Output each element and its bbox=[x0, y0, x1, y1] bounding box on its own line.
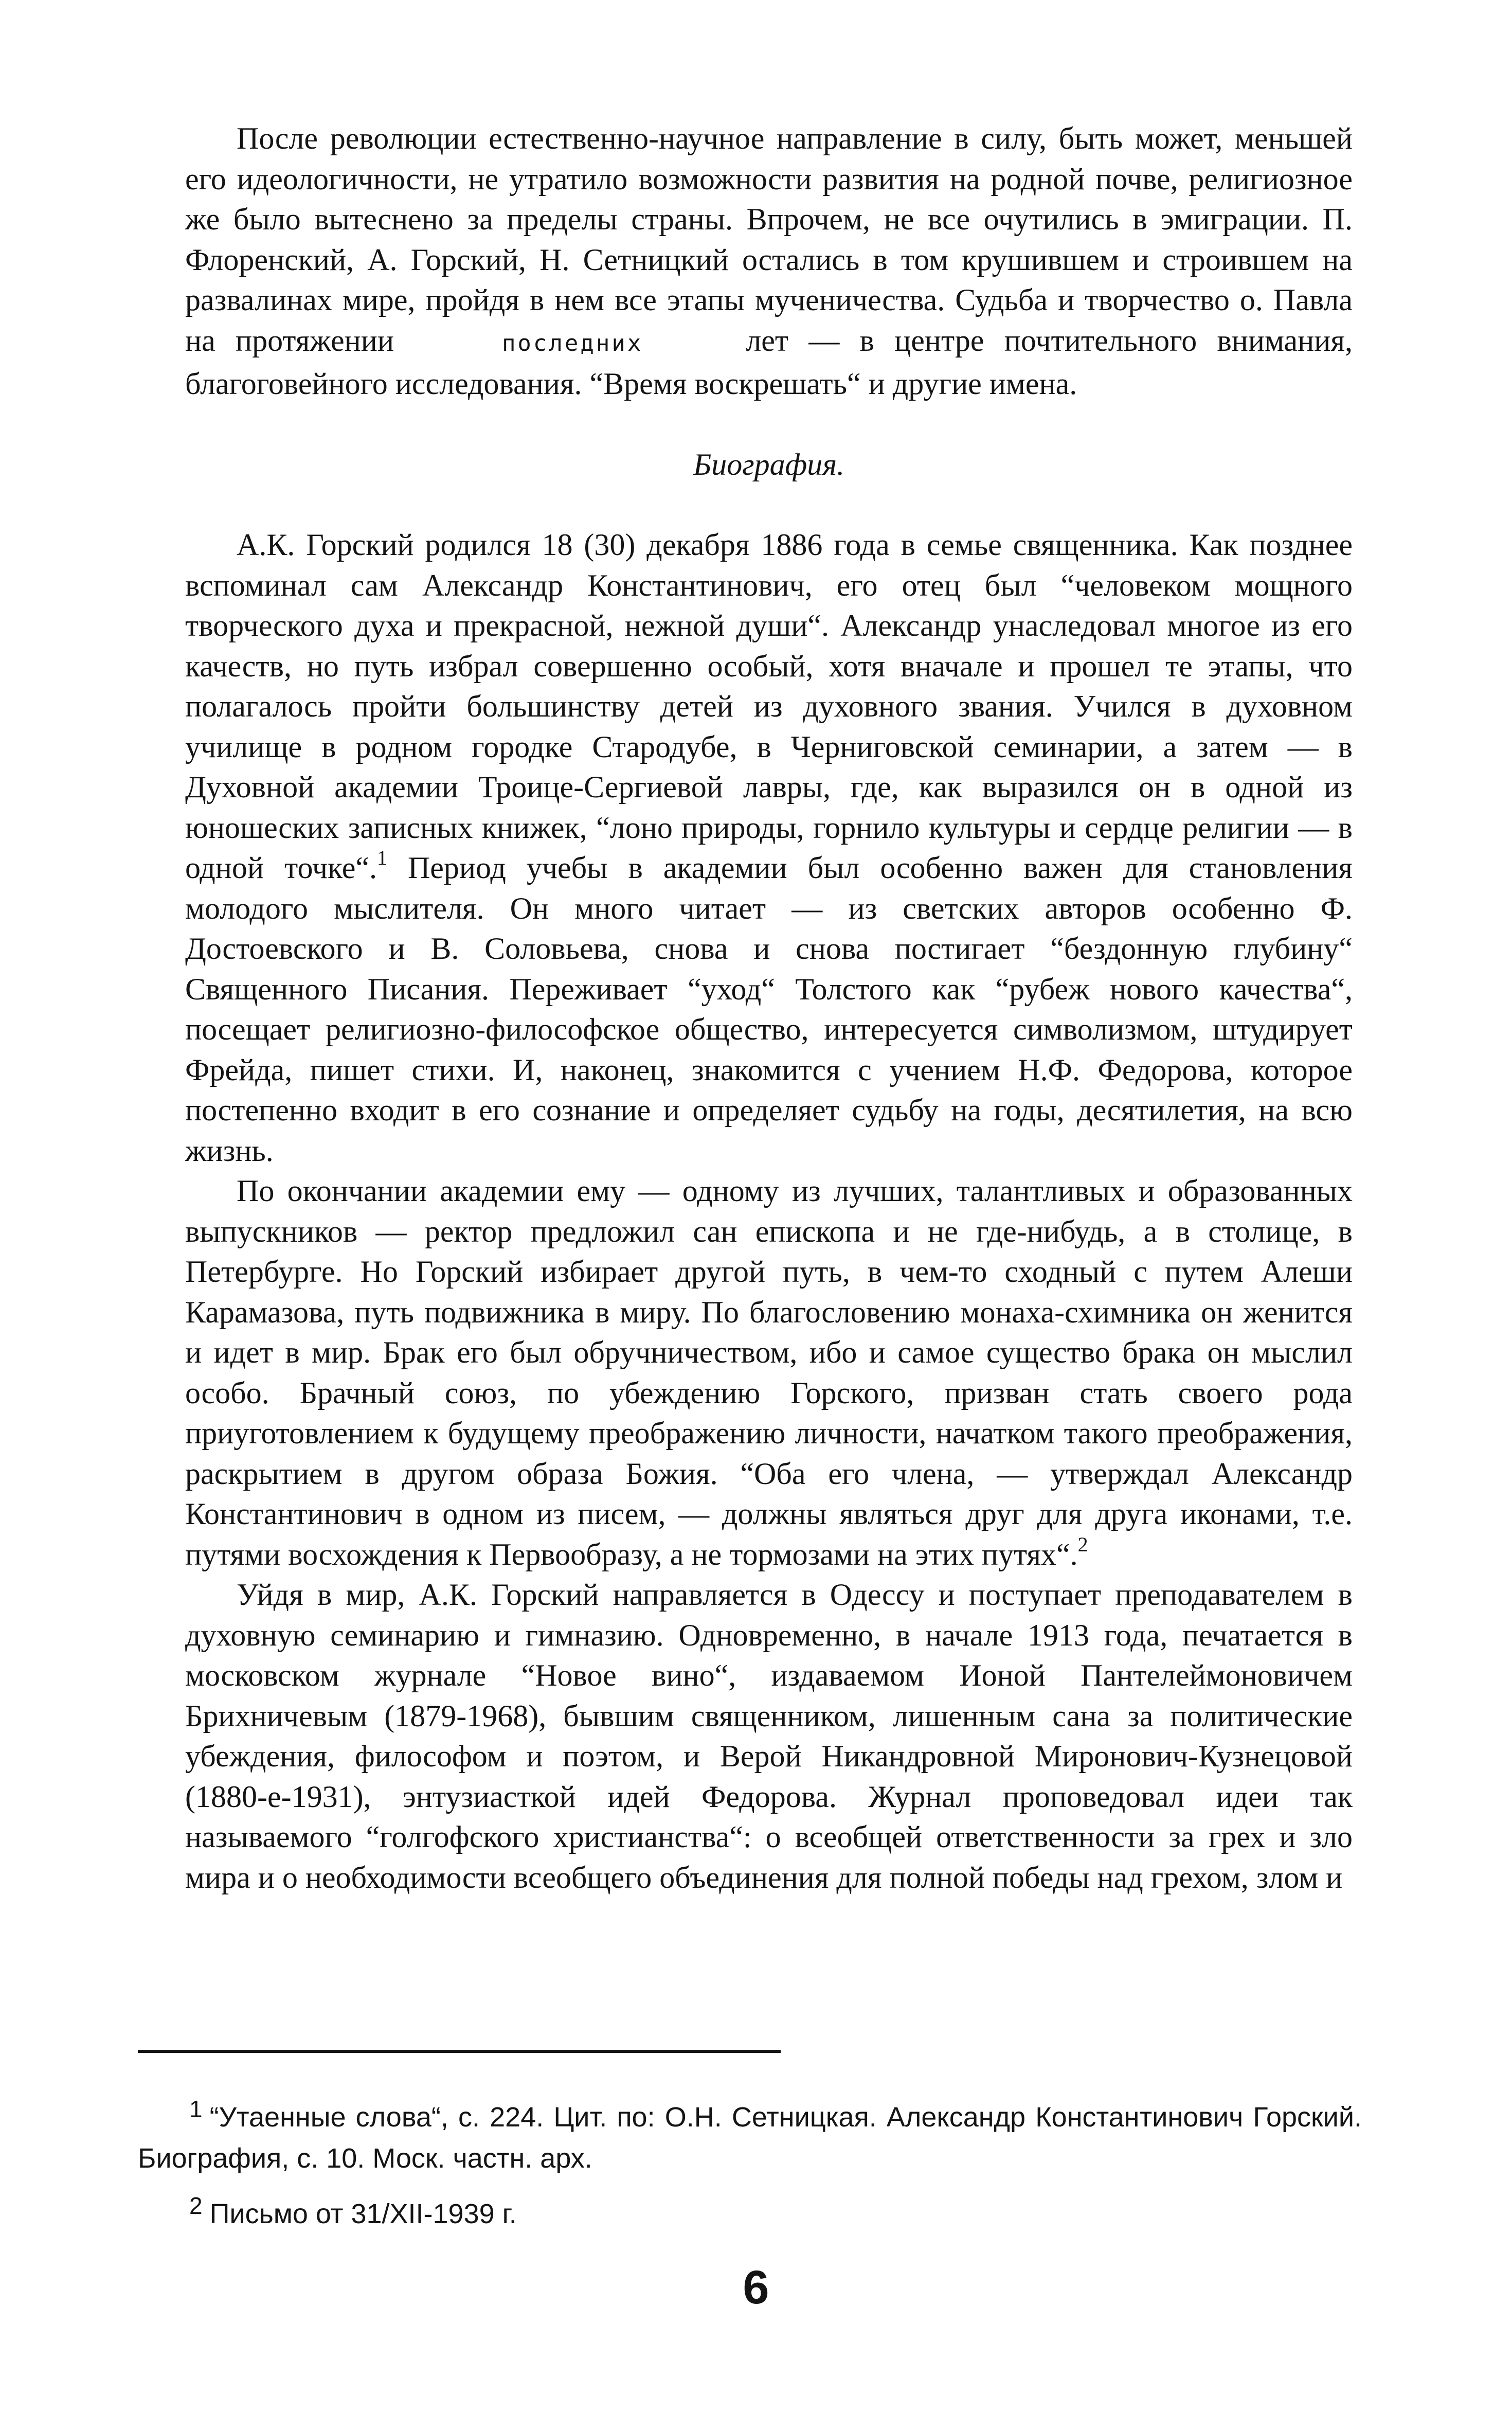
intro-text-end: лет — в центре почтительного внимания, благоговейного исследования. “Время воскрешать“ и другие имена. bbox=[185, 323, 1353, 401]
footnote-1 bbox=[138, 2088, 1362, 2179]
footnote-divider bbox=[138, 2050, 781, 2053]
handwritten-insert: последних bbox=[501, 330, 643, 356]
main-text bbox=[185, 118, 1353, 1898]
paragraph-2-text: По окончании академии ему — одному из лучших, талантливых и образованных выпускников — ректор предложил сан епископа и не где-нибудь, а в столице, в Петербурге. Но Горский избирает другой путь, в чем-то сходный с путем Алеши Карамазова, путь подвижника в миру. По благословению монаха-схимника он женится и идет в мир. Брак его был обручничеством, ибо и самое существо брака он мыслил особо. Брачный союз, по убеждению Горского, призван стать своего рода приуготовлением к будущему преображению личности, начатком такого преображения, раскрытием в другом образа Божия. “Оба его члена, — утверждал Александр Константинович в одном из писем, — должны являться друг для друга иконами, т.е. путями восхождения к Первообразу, а не тормозами на этих путях“. bbox=[185, 1174, 1353, 1571]
footnote-2-text: Письмо от 31/XII-1939 г. bbox=[209, 2198, 517, 2229]
footnote-ref-2[interactable]: 2 bbox=[1077, 1532, 1088, 1556]
intro-text-start: После революции естественно-научное направление в силу, быть может, меньшей его идеологичности, не утратило возможности развития на родной почве, религиозное же было вытеснено за пределы страны. Впрочем, не все очутились в эмиграции. П. Флоренский, А. Горский, Н. Сетницкий остались в том крушившем и строившем на развалинах мире, пройдя в нем все этапы мученичества. Судьба и творчество о. Павла на протяжении bbox=[185, 121, 1353, 357]
paragraph-1-text-b: Период учебы в академии был особенно важен для становления молодого мыслителя. Он много читает — из светских авторов особенно Ф. Достоевского и В. Соловьева, снова и снова постигает “бездонную глубину“ Священного Писания. Переживает “уход“ Толстого как “рубеж нового качества“, посещает религиозно-философское общество, интересуется символизмом, штудирует Фрейда, пишет стихи. И, наконец, знакомится с учением Н.Ф. Федорова, которое постепенно входит в его сознание и определяет судьбу на годы, десятилетия, на всю жизнь. bbox=[185, 851, 1353, 1168]
biography-paragraph-1 bbox=[185, 525, 1353, 1171]
footnote-2-number: 2 bbox=[189, 2192, 203, 2219]
intro-paragraph bbox=[185, 118, 1353, 404]
footnote-1-text: “Утаенные слова“, с. 224. Цит. по: О.Н. Сетницкая. Александр Константинович Горский. Биография, с. 10. Моск. частн. арх. bbox=[138, 2102, 1362, 2174]
biography-paragraph-2 bbox=[185, 1171, 1353, 1575]
section-heading: Биография. bbox=[693, 447, 845, 481]
biography-paragraph-3: Уйдя в мир, А.К. Горский направляется в Одессу и поступает преподавателем в духовную семинарию и гимназию. Одновременно, в начале 1913 года, печатается в московском журнале “Новое вино“, издаваемом Ионой Пантелеймоновичем Брихничевым (1879-1968), бывшим священником, лишенным сана за политические убеждения, философом и поэтом, и Верой Никандровной Миронович-Кузнецовой (1880-е-1931), энтузиасткой идей Федорова. Журнал проповедовал идеи так называемого “голгофского христианства“: о всеобщей ответственности за грех и зло мира и о необходимости всеобщего объединения для полной победы над грехом, злом и bbox=[185, 1578, 1353, 1894]
paragraph-1-text-a: А.К. Горский родился 18 (30) декабря 1886 года в семье священника. Как позднее вспоминал сам Александр Константинович, его отец был “человеком мощного творческого духа и прекрасной, нежной души“. Александр унаследовал многое из его качеств, но путь избрал совершенно особый, хотя вначале и прошел те этапы, что полагалось пройти большинству детей из духовного звания. Учился в духовном училище в родном городке Стародубе, в Черниговской семинарии, а затем — в Духовной академии Троице-Сергиевой лавры, где, как выразился он в одной из юношеских записных книжек, “лоно природы, горнило культуры и сердце религии — в одной точке“. bbox=[185, 528, 1353, 885]
footnote-ref-1[interactable]: 1 bbox=[376, 846, 387, 869]
footnotes bbox=[138, 2088, 1362, 2234]
footnote-2 bbox=[138, 2185, 1362, 2234]
page-number: 6 bbox=[743, 2261, 769, 2314]
footnote-1-number: 1 bbox=[189, 2096, 203, 2122]
